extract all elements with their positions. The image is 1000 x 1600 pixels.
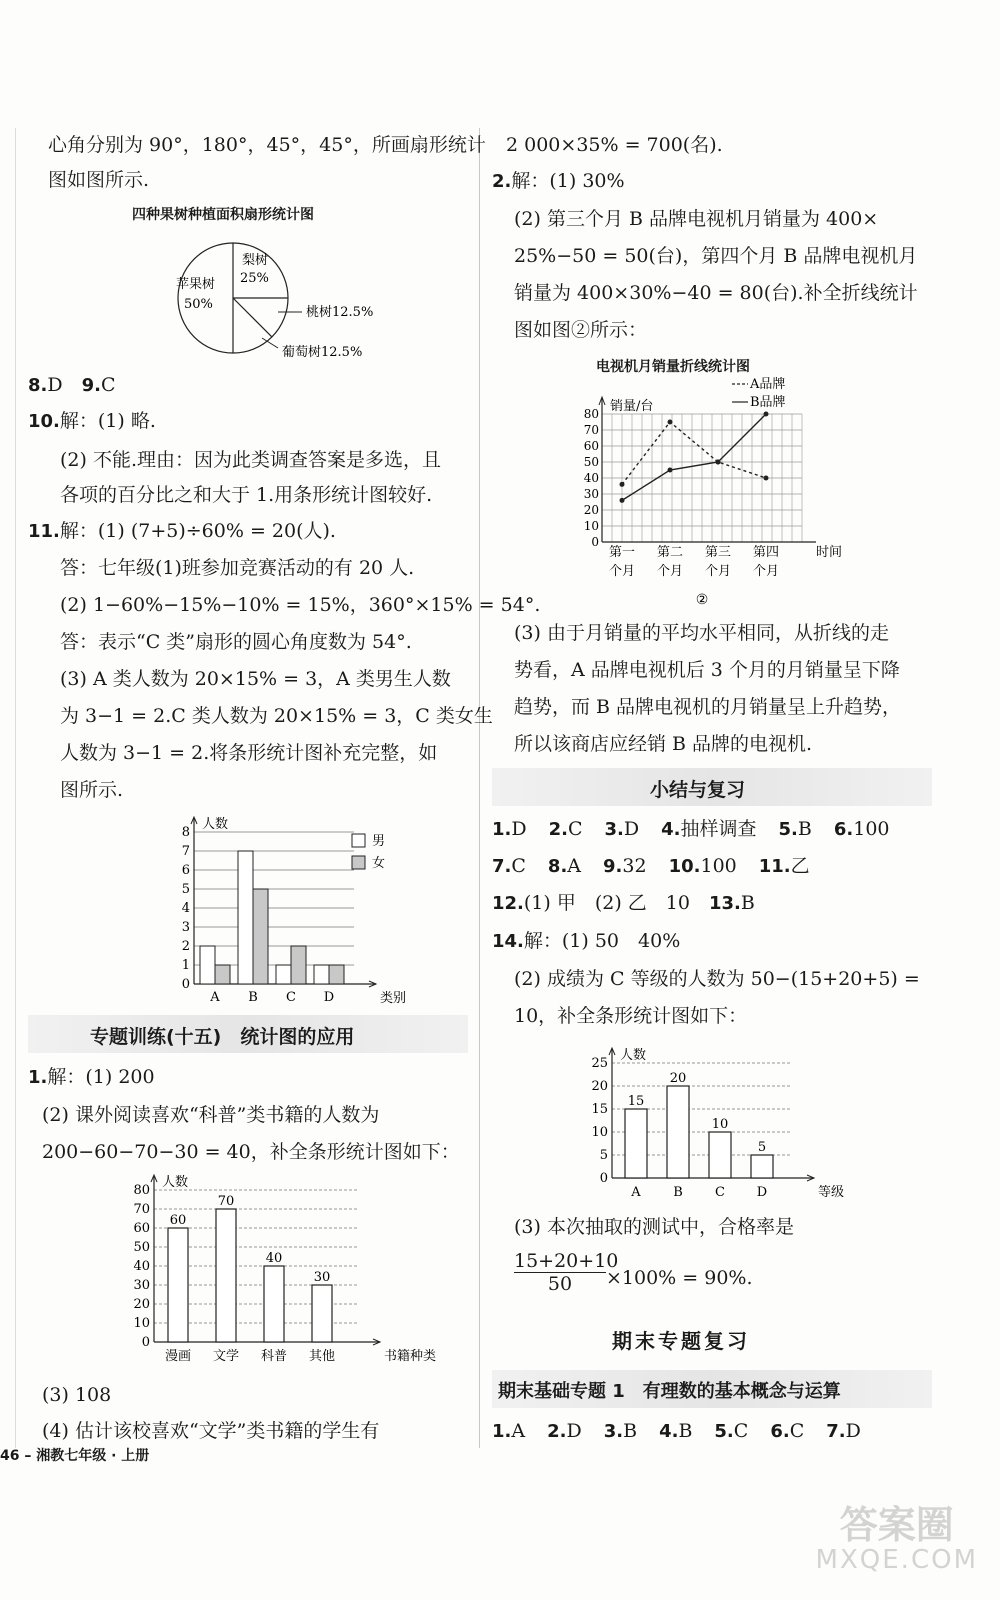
text-line: 趋势，而 B 品牌电视机的月销量呈上升趋势，: [514, 696, 902, 718]
question-number: 6.: [833, 819, 854, 840]
pie-label: 葡萄树12.5%: [282, 345, 363, 360]
question-number: 4.: [661, 819, 681, 840]
line-chart: [572, 374, 872, 610]
x-tick-label: A: [210, 990, 220, 1005]
watermark-title: 答案圈: [839, 1503, 954, 1547]
text-line: 答：表示“C 类”扇形的圆心角度数为 54°.: [60, 631, 412, 653]
x-tick-label: C: [715, 1185, 725, 1200]
question-number: 5.: [714, 1421, 734, 1442]
text-line: 为 3−1 = 2.C 类人数为 20×15% = 3，C 类女生: [60, 705, 493, 727]
y-tick-label: 50: [133, 1240, 150, 1255]
y-tick-label: 0: [591, 535, 599, 549]
y-tick-label: 20: [583, 503, 599, 517]
fraction-denominator: 50: [514, 1272, 606, 1295]
x-tick-label: 第三: [704, 545, 732, 560]
fraction-numerator: 15+20+10: [514, 1250, 619, 1272]
text-line: 解：(1) 200: [47, 1066, 155, 1088]
x-tick-label: 文学: [212, 1349, 240, 1364]
data-label: 10: [711, 1117, 729, 1132]
data-point: [668, 468, 673, 473]
x-tick-label: 第一: [608, 545, 636, 560]
y-axis-label: 人数: [162, 1175, 189, 1190]
watermark-url: MXQE.COM: [815, 1545, 978, 1575]
answer: C: [789, 1420, 805, 1442]
question-number: 11.: [758, 856, 791, 877]
text-line: 各项的百分比之和大于 1.用条形统计图较好.: [60, 484, 433, 506]
column-divider: [479, 128, 480, 1448]
data-point: [668, 420, 673, 425]
bar: [253, 889, 268, 984]
y-tick-label: 10: [583, 519, 599, 533]
answer: D: [511, 818, 527, 840]
legend-label: 男: [372, 834, 386, 849]
bar: [238, 851, 253, 984]
text-line: 答：七年级(1)班参加竞赛活动的有 20 人.: [60, 557, 415, 579]
answer: D: [566, 1420, 582, 1442]
data-label: 5: [757, 1140, 767, 1155]
x-tick-label: 漫画: [164, 1349, 192, 1364]
answer-row: [492, 853, 832, 880]
y-tick-label: 50: [583, 455, 599, 469]
text-line: 所以该商店应经销 B 品牌的电视机.: [514, 733, 813, 755]
y-tick-label: 10: [591, 1125, 608, 1140]
data-label: 40: [265, 1251, 283, 1266]
x-axis-label: 等级: [818, 1185, 845, 1200]
question-number: 10.: [28, 411, 60, 432]
page-footer: [0, 1445, 149, 1465]
bar: [329, 965, 344, 984]
y-tick-label: 1: [181, 958, 190, 973]
answer: C: [733, 1420, 749, 1442]
text-line: (3) 108: [42, 1384, 112, 1406]
bar: [314, 965, 329, 984]
x-tick-label: 个月: [608, 564, 636, 579]
pie-chart: [128, 220, 408, 370]
y-tick-label: 25: [591, 1056, 608, 1071]
answer: 32: [622, 855, 647, 877]
pie-slice-edge: [233, 298, 272, 337]
text-line: (2) 1−60%−15%−10% = 15%，360°×15% = 54°.: [60, 594, 541, 616]
legend-label: A品牌: [750, 377, 786, 392]
series-line: [622, 422, 766, 484]
legend-swatch: [352, 856, 365, 869]
text-line: 势看，A 品牌电视机后 3 个月的月销量呈下降: [514, 659, 900, 681]
question-number: 2.: [547, 1421, 567, 1442]
margin-line: [15, 128, 16, 1448]
text-line: 25%−50 = 50(台)，第四个月 B 品牌电视机月: [514, 245, 918, 267]
question-number: 7.: [492, 856, 512, 877]
y-axis-label: 人数: [620, 1048, 647, 1063]
page-number: 46: [0, 1448, 20, 1464]
question-number: 3.: [603, 1421, 624, 1442]
answer: D: [623, 818, 640, 840]
answer: 抽样调查: [680, 818, 757, 840]
y-tick-label: 2: [181, 939, 190, 954]
x-tick-label: 第四: [752, 545, 780, 560]
question-number: 9.: [81, 375, 101, 396]
y-tick-label: 70: [583, 423, 599, 437]
question-number: 10.: [668, 856, 701, 877]
y-tick-label: 6: [181, 863, 190, 878]
x-tick-label: 个月: [656, 564, 684, 579]
x-tick-label: D: [756, 1185, 768, 1200]
question-number: 1.: [492, 1421, 512, 1442]
y-axis-label: 销量/台: [610, 399, 654, 414]
text-line: (2) 第三个月 B 品牌电视机月销量为 400×: [514, 208, 879, 230]
bar: [667, 1086, 689, 1178]
y-tick-label: 40: [133, 1259, 150, 1274]
pie-chart-title: 四种果树种植面积扇形统计图: [132, 207, 314, 223]
figure-caption: ②: [695, 592, 709, 608]
x-tick-label: D: [323, 990, 335, 1005]
chapter-title: 期末专题复习: [612, 1329, 750, 1353]
bar: [625, 1109, 647, 1178]
y-tick-label: 5: [181, 882, 190, 897]
text-line: 10，补全条形统计图如下：: [514, 1005, 748, 1027]
y-tick-label: 20: [591, 1079, 608, 1094]
question-number: 7.: [826, 1421, 846, 1442]
text-line: (3) A 类人数为 20×15% = 3，A 类男生人数: [60, 668, 451, 690]
bar-chart-grades: [582, 1038, 862, 1208]
bar: [168, 1228, 188, 1342]
data-label: 60: [169, 1213, 187, 1228]
question-number: 1.: [28, 1067, 48, 1088]
text-line: 200−60−70−30 = 40，补全条形统计图如下：: [42, 1141, 460, 1163]
pie-label: 梨树: [242, 253, 269, 268]
question-number: 4.: [659, 1421, 679, 1442]
bar: [216, 1209, 236, 1342]
pie-label: 苹果树: [176, 277, 216, 292]
y-tick-label: 80: [583, 407, 599, 421]
answer: C: [511, 855, 526, 877]
bar: [276, 965, 291, 984]
text-line: (3) 本次抽取的测试中，合格率是: [514, 1216, 794, 1238]
text-line: (2) 成绩为 C 等级的人数为 50−(15+20+5) =: [514, 968, 920, 990]
answer: 乙: [790, 855, 810, 877]
data-point: [764, 476, 769, 481]
answer: C: [101, 374, 116, 396]
pie-label: 50%: [184, 297, 213, 312]
data-point: [716, 460, 721, 465]
question-number: 14.: [492, 931, 524, 952]
text-line: 销量为 400×30%−40 = 80(台).补全折线统计: [514, 282, 918, 304]
answer: A: [511, 1420, 526, 1442]
question-number: 9.: [603, 856, 623, 877]
question-number: 3.: [604, 819, 624, 840]
y-tick-label: 60: [583, 439, 599, 453]
data-label: 30: [313, 1270, 331, 1285]
x-tick-label: B: [673, 1185, 683, 1200]
data-point: [620, 498, 625, 503]
y-tick-label: 0: [181, 977, 190, 992]
question-number: 1.: [492, 819, 512, 840]
section-title: 小结与复习: [650, 779, 746, 801]
bar-chart-books: [108, 1172, 448, 1372]
y-tick-label: 5: [599, 1148, 608, 1163]
section-title: 专题训练(十五) 统计图的应用: [90, 1026, 355, 1048]
question-number: 13.: [709, 893, 741, 914]
question-number: 2.: [548, 819, 568, 840]
text-line: 解：(1) 30%: [511, 170, 625, 192]
text-line: 心角分别为 90°，180°，45°，45°，所画扇形统计: [48, 134, 486, 156]
y-axis-label: 人数: [202, 817, 229, 832]
answer: D: [845, 1420, 861, 1442]
answer: 100: [853, 818, 890, 840]
answer: D: [47, 374, 63, 396]
x-tick-label: 科普: [260, 1349, 288, 1364]
y-tick-label: 7: [181, 844, 190, 859]
question-number: 5.: [778, 819, 798, 840]
legend-label: B品牌: [750, 395, 786, 410]
text-line: 图如图所示.: [48, 169, 150, 191]
question-number: 11.: [28, 521, 60, 542]
bar: [291, 946, 306, 984]
book-name: 湘教七年级 · 上册: [36, 1448, 150, 1464]
footer-separator: –: [19, 1448, 37, 1464]
pie-label: 25%: [240, 271, 269, 286]
bar: [709, 1132, 731, 1178]
x-tick-label: 其他: [308, 1349, 336, 1364]
answer: A: [567, 855, 582, 877]
data-point: [620, 482, 625, 487]
answer: C: [567, 818, 583, 840]
bar: [312, 1285, 332, 1342]
x-tick-label: 个月: [704, 564, 732, 579]
x-tick-label: 第二: [656, 545, 684, 560]
y-tick-label: 30: [583, 487, 599, 501]
x-axis-label: 时间: [816, 545, 843, 560]
y-tick-label: 0: [141, 1335, 150, 1350]
y-tick-label: 0: [599, 1171, 608, 1186]
text-line: ×100% = 90%.: [606, 1267, 753, 1289]
bar: [264, 1266, 284, 1342]
section-title: 期末基础专题 1 有理数的基本概念与运算: [498, 1381, 841, 1402]
answer: B: [623, 1420, 638, 1442]
answer-row: [492, 1418, 883, 1445]
y-tick-label: 8: [181, 825, 190, 840]
series-line: [622, 414, 766, 500]
y-tick-label: 30: [133, 1278, 150, 1293]
x-tick-label: A: [631, 1185, 641, 1200]
x-axis-label: 类别: [380, 991, 407, 1006]
data-point: [764, 412, 769, 417]
text-line: 解：(1) (7+5)÷60% = 20(人).: [59, 520, 336, 542]
text-line: 解：(1) 50 40%: [523, 930, 681, 952]
bar: [200, 946, 215, 984]
question-number: 8.: [547, 856, 568, 877]
data-label: 70: [217, 1194, 235, 1209]
y-tick-label: 70: [133, 1202, 150, 1217]
line-chart-title: 电视机月销量折线统计图: [596, 359, 750, 375]
y-tick-label: 60: [133, 1221, 150, 1236]
question-number: 2.: [492, 171, 512, 192]
x-tick-label: C: [286, 990, 296, 1005]
question-number: 8.: [28, 375, 48, 396]
watermark-logo: [816, 1505, 978, 1575]
text-line: (4) 估计该校喜欢“文学”类书籍的学生有: [42, 1420, 380, 1442]
y-tick-label: 20: [133, 1297, 150, 1312]
answer: B: [740, 892, 755, 914]
text-line: 图所示.: [60, 779, 124, 801]
y-tick-label: 40: [583, 471, 599, 485]
fraction: [514, 1250, 619, 1295]
x-axis-label: 书籍种类: [384, 1349, 437, 1364]
x-tick-label: 个月: [752, 564, 780, 579]
bar: [751, 1155, 773, 1178]
answer: B: [678, 1420, 693, 1442]
legend-label: 女: [372, 856, 386, 871]
text-line: (2) 课外阅读喜欢“科普”类书籍的人数为: [42, 1104, 380, 1126]
text-line: 图如图②所示：: [514, 319, 648, 341]
question-number: 6.: [770, 1421, 790, 1442]
question-number: 12.: [492, 893, 524, 914]
text-line: 人数为 3−1 = 2.将条形统计图补充完整，如: [60, 742, 438, 764]
data-label: 15: [627, 1094, 645, 1109]
y-tick-label: 80: [133, 1183, 150, 1198]
answer: (1) 甲 (2) 乙 10: [523, 892, 690, 914]
x-tick-label: B: [248, 990, 258, 1005]
text-line: (3) 由于月销量的平均水平相同，从折线的走: [514, 622, 889, 644]
text-line: (2) 不能.理由：因为此类调查答案是多选，且: [60, 449, 441, 471]
grouped-bar-chart: [128, 808, 408, 1008]
y-tick-label: 15: [591, 1102, 608, 1117]
y-tick-label: 10: [133, 1316, 150, 1331]
answer: 100: [700, 855, 737, 877]
answer: B: [797, 818, 812, 840]
y-tick-label: 4: [181, 901, 190, 916]
pie-label: 桃树12.5%: [306, 305, 374, 320]
bar: [215, 965, 230, 984]
data-label: 20: [669, 1071, 687, 1086]
answer-row: [492, 816, 912, 843]
legend-swatch: [352, 834, 365, 847]
text-line: 2 000×35% = 700(名).: [506, 134, 723, 156]
text-line: 解：(1) 略.: [59, 410, 156, 432]
y-tick-label: 3: [181, 920, 190, 935]
